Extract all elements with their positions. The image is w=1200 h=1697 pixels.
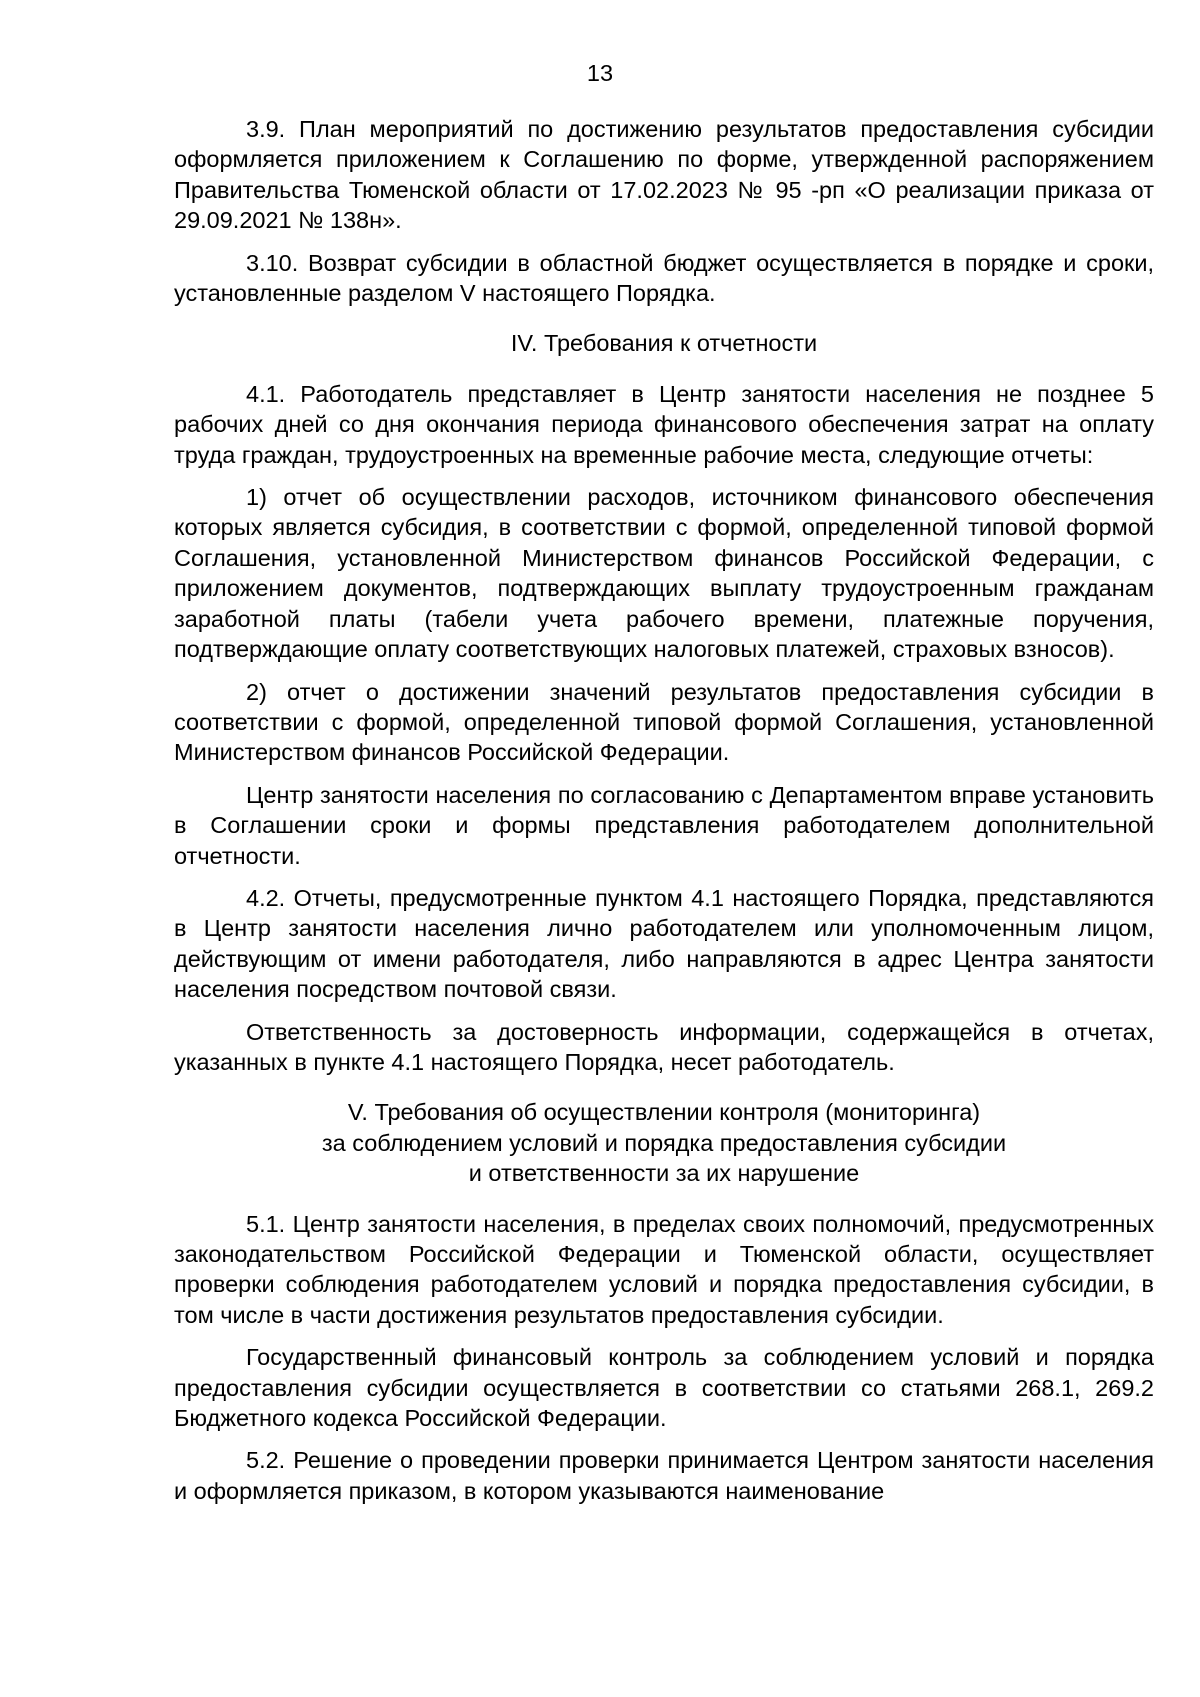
document-body [174,114,1154,1518]
section-heading-v [174,1097,1154,1188]
section-heading-iv [174,328,1154,358]
paragraph-5-1: 5.1. Центр занятости населения, в пределах своих полномочий, предусмотренных законодательством Российской Федерации и Тюменской области, осуществляет проверки соблюдения работодателем условий и порядка предоставления субсидии, в том числе в части достижения результатов предоставления субсидии. [174,1210,1154,1328]
paragraph-4-1: 4.1. Работодатель представляет в Центр занятости населения не позднее 5 рабочих дней со дня окончания периода финансового обеспечения затрат на оплату труда граждан, трудоустроенных на временные рабочие места, следующие отчеты: [174,380,1154,468]
heading-line: и ответственности за их нарушение [468,1160,860,1187]
paragraph-4-1-item-1: 1) отчет об осуществлении расходов, источником финансового обеспечения которых является субсидия, в соответствии с формой, определенной типовой формой Соглашения, установленной Министерством финансов Российской Федерации, с приложением документов, подтверждающих выплату трудоустроенным гражданам заработной платы (табели учета рабочего времени, платежные поручения, подтверждающие оплату соответствующих налоговых платежей, страховых взносов). [174,484,1154,663]
paragraph-financial-control: Государственный финансовый контроль за соблюдением условий и порядка предоставления субсидии осуществляется в соответствии со статьями 268.1, 269.2 Бюджетного кодекса Российской Федерации. [174,1344,1154,1432]
paragraph-additional-reporting: Центр занятости населения по согласованию с Департаментом вправе установить в Соглашении сроки и формы представления работодателем дополнительной отчетности. [174,781,1154,869]
paragraph-5-2: 5.2. Решение о проведении проверки принимается Центром занятости населения и оформляется приказом, в котором указываются наименование [174,1447,1154,1504]
paragraph-3-10: 3.10. Возврат субсидии в областной бюджет осуществляется в порядке и сроки, установленные разделом V настоящего Порядка. [174,249,1154,307]
paragraph-4-2: 4.2. Отчеты, предусмотренные пунктом 4.1 настоящего Порядка, представляются в Центр занятости населения лично работодателем или уполномоченным лицом, действующим от имени работодателя, либо направляются в адрес Центра занятости населения посредством почтовой связи. [174,884,1154,1003]
page-number: 13 [586,60,614,86]
paragraph-responsibility: Ответственность за достоверность информации, содержащейся в отчетах, указанных в пункте 4.1 настоящего Порядка, несет работодатель. [174,1018,1154,1075]
heading-line: за соблюдением условий и порядка предоставления субсидии [321,1129,1007,1156]
paragraph-3-9: 3.9. План мероприятий по достижению результатов предоставления субсидии оформляется приложением к Соглашению по форме, утвержденной распоряжением Правительства Тюменской области от 17.02.2023 № 95 -рп «О реализации приказа от 29.09.2021 № 138н». [174,116,1154,234]
paragraph-4-1-item-2: 2) отчет о достижении значений результатов предоставления субсидии в соответствии с формой, определенной типовой формой Соглашения, установленной Министерством финансов Российской Федерации. [174,678,1154,766]
heading-line: V. Требования об осуществлении контроля (мониторинга) [347,1099,981,1126]
heading-line: IV. Требования к отчетности [510,330,818,357]
